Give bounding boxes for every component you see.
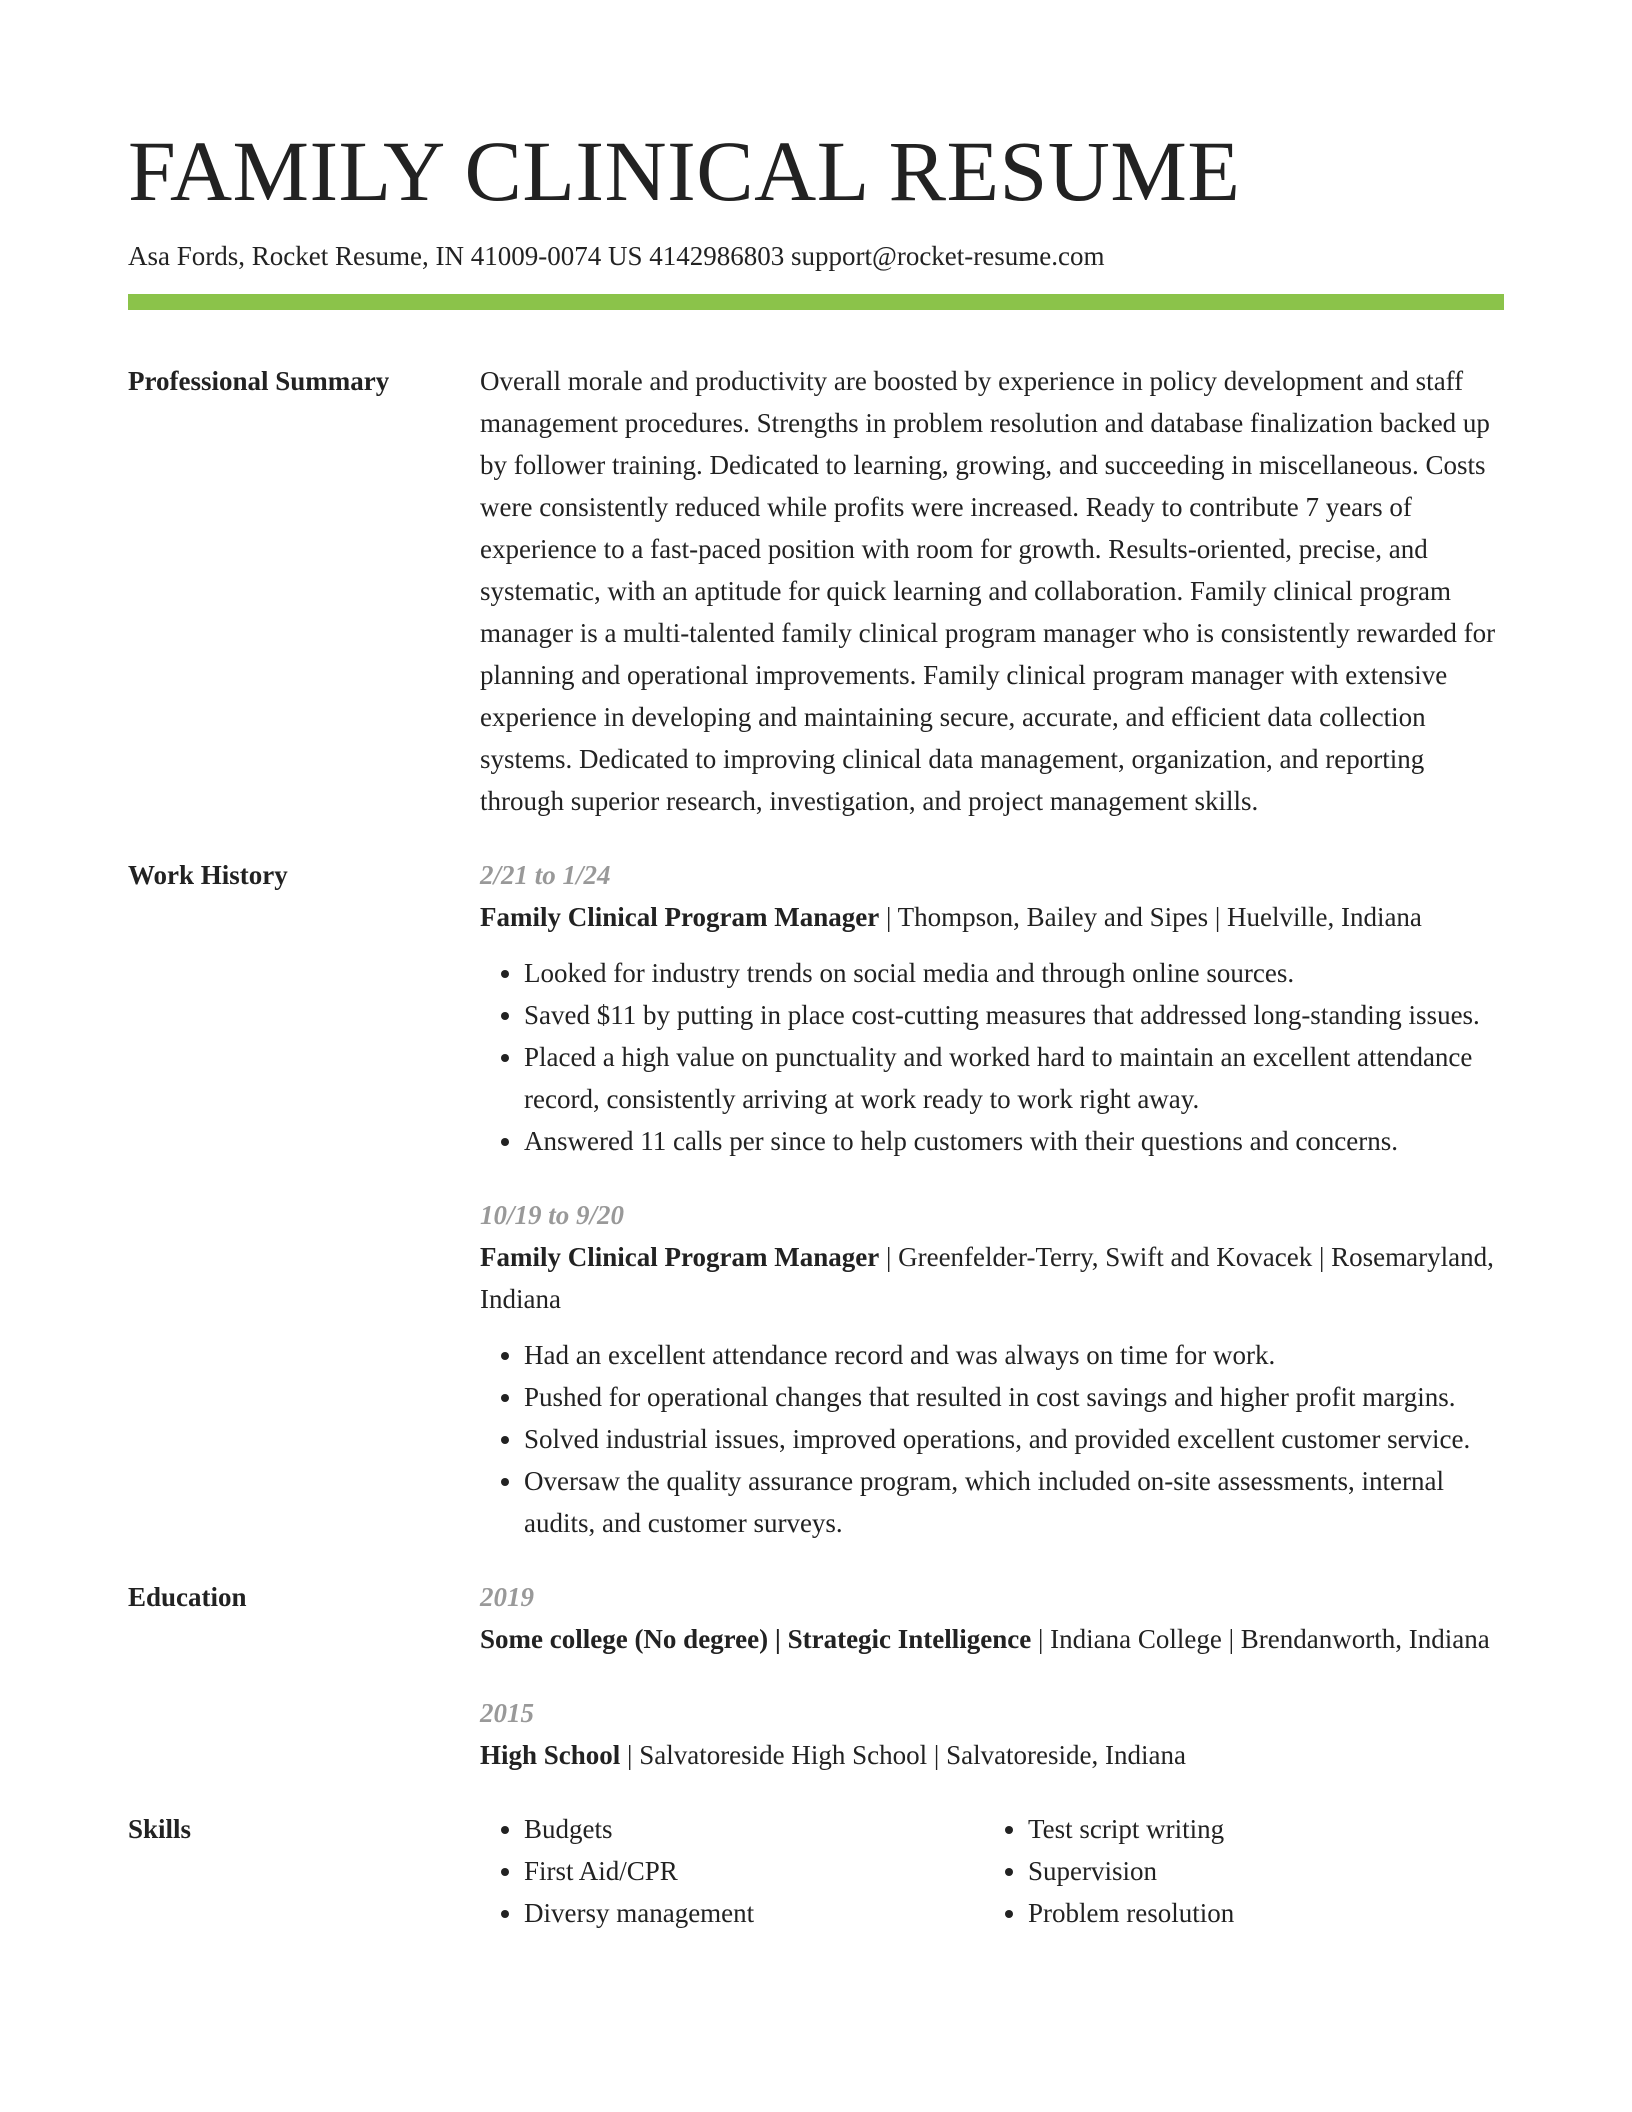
- job-details: | Thompson, Bailey and Sipes | Huelville, Indiana: [879, 902, 1422, 932]
- job-bullets: [480, 952, 1504, 1162]
- job-details: | Greenfelder-Terry, Swift and Kovacek | Rosemaryland, Indiana: [480, 1242, 1494, 1314]
- summary-section: [128, 360, 1504, 822]
- section-label-summary: Professional Summary: [128, 366, 390, 396]
- job-bullet: • Looked for industry trends on social media and through online sources.: [524, 952, 1504, 994]
- education-date: 2019: [480, 1582, 534, 1612]
- skill-item: • Test script writing: [1028, 1808, 1488, 1850]
- job-entry: [480, 854, 1504, 1162]
- job-bullet: • Saved $11 by putting in place cost-cutting measures that addressed long-standing issues.: [524, 994, 1504, 1036]
- job-title: Family Clinical Program Manager: [480, 1242, 880, 1272]
- summary-text: Overall morale and productivity are boosted by experience in policy development and staff management procedures. Strengths in problem resolution and database finalization backed up by follower training. Dedicated to learning, growing, and succeeding in miscellaneous. Costs were consistently reduced while profits were increased. Ready to contribute 7 years of experience to a fast-paced position with room for growth. Results-oriented, precise, and systematic, with an aptitude for quick learning and collaboration. Family clinical program manager is a multi-talented family clinical program manager who is consistently rewarded for planning and operational improvements. Family clinical program manager with extensive experience in developing and maintaining secure, accurate, and efficient data collection systems. Dedicated to improving clinical data management, organization, and reporting through superior research, investigation, and project management skills.: [480, 366, 1496, 816]
- education-details: | Indiana College | Brendanworth, Indiana: [1031, 1624, 1490, 1654]
- job-bullet: • Placed a high value on punctuality and worked hard to maintain an excellent attendance record, consistently arriving at work ready to work right away.: [524, 1036, 1504, 1120]
- skill-item: • Problem resolution: [1028, 1892, 1488, 1934]
- job-date: 2/21 to 1/24: [480, 860, 611, 890]
- job-bullet: • Oversaw the quality assurance program, which included on-site assessments, internal audits, and customer surveys.: [524, 1460, 1504, 1544]
- section-label-work: Work History: [128, 860, 288, 890]
- skills-list-left: [480, 1808, 984, 1934]
- education-section: [128, 1576, 1504, 1776]
- job-bullets: [480, 1334, 1504, 1544]
- resume-page: [128, 0, 1504, 1934]
- education-title: Some college (No degree) | Strategic Intelligence: [480, 1624, 1032, 1654]
- job-heading: [480, 896, 1504, 938]
- education-entry: [480, 1692, 1504, 1776]
- resume-title: FAMILY CLINICAL RESUME: [128, 123, 1241, 219]
- skill-item: • Budgets: [524, 1808, 984, 1850]
- education-entry: [480, 1576, 1504, 1660]
- section-label-skills: Skills: [128, 1814, 192, 1844]
- skill-item: • First Aid/CPR: [524, 1850, 984, 1892]
- education-details: | Salvatoreside High School | Salvatoreside, Indiana: [620, 1740, 1186, 1770]
- job-bullet: • Had an excellent attendance record and was always on time for work.: [524, 1334, 1504, 1376]
- job-heading: [480, 1236, 1504, 1320]
- job-bullet: • Solved industrial issues, improved operations, and provided excellent customer service.: [524, 1418, 1504, 1460]
- section-label-education: Education: [128, 1582, 247, 1612]
- job-title: Family Clinical Program Manager: [480, 902, 880, 932]
- education-heading: [480, 1618, 1504, 1660]
- skills-list-right: [984, 1808, 1488, 1934]
- skill-item: • Diversy management: [524, 1892, 984, 1934]
- job-bullet: • Pushed for operational changes that resulted in cost savings and higher profit margins.: [524, 1376, 1504, 1418]
- skills-grid: [480, 1808, 1504, 1934]
- education-heading: [480, 1734, 1504, 1776]
- header-divider: [128, 294, 1504, 310]
- work-history-section: [128, 854, 1504, 1544]
- skills-section: [128, 1808, 1504, 1934]
- job-date: 10/19 to 9/20: [480, 1200, 625, 1230]
- job-bullet: • Answered 11 calls per since to help customers with their questions and concerns.: [524, 1120, 1504, 1162]
- contact-line: Asa Fords, Rocket Resume, IN 41009-0074 US 4142986803 support@rocket-resume.com: [128, 241, 1105, 271]
- education-date: 2015: [480, 1698, 534, 1728]
- education-title: High School: [480, 1740, 621, 1770]
- job-entry: [480, 1194, 1504, 1544]
- skill-item: • Supervision: [1028, 1850, 1488, 1892]
